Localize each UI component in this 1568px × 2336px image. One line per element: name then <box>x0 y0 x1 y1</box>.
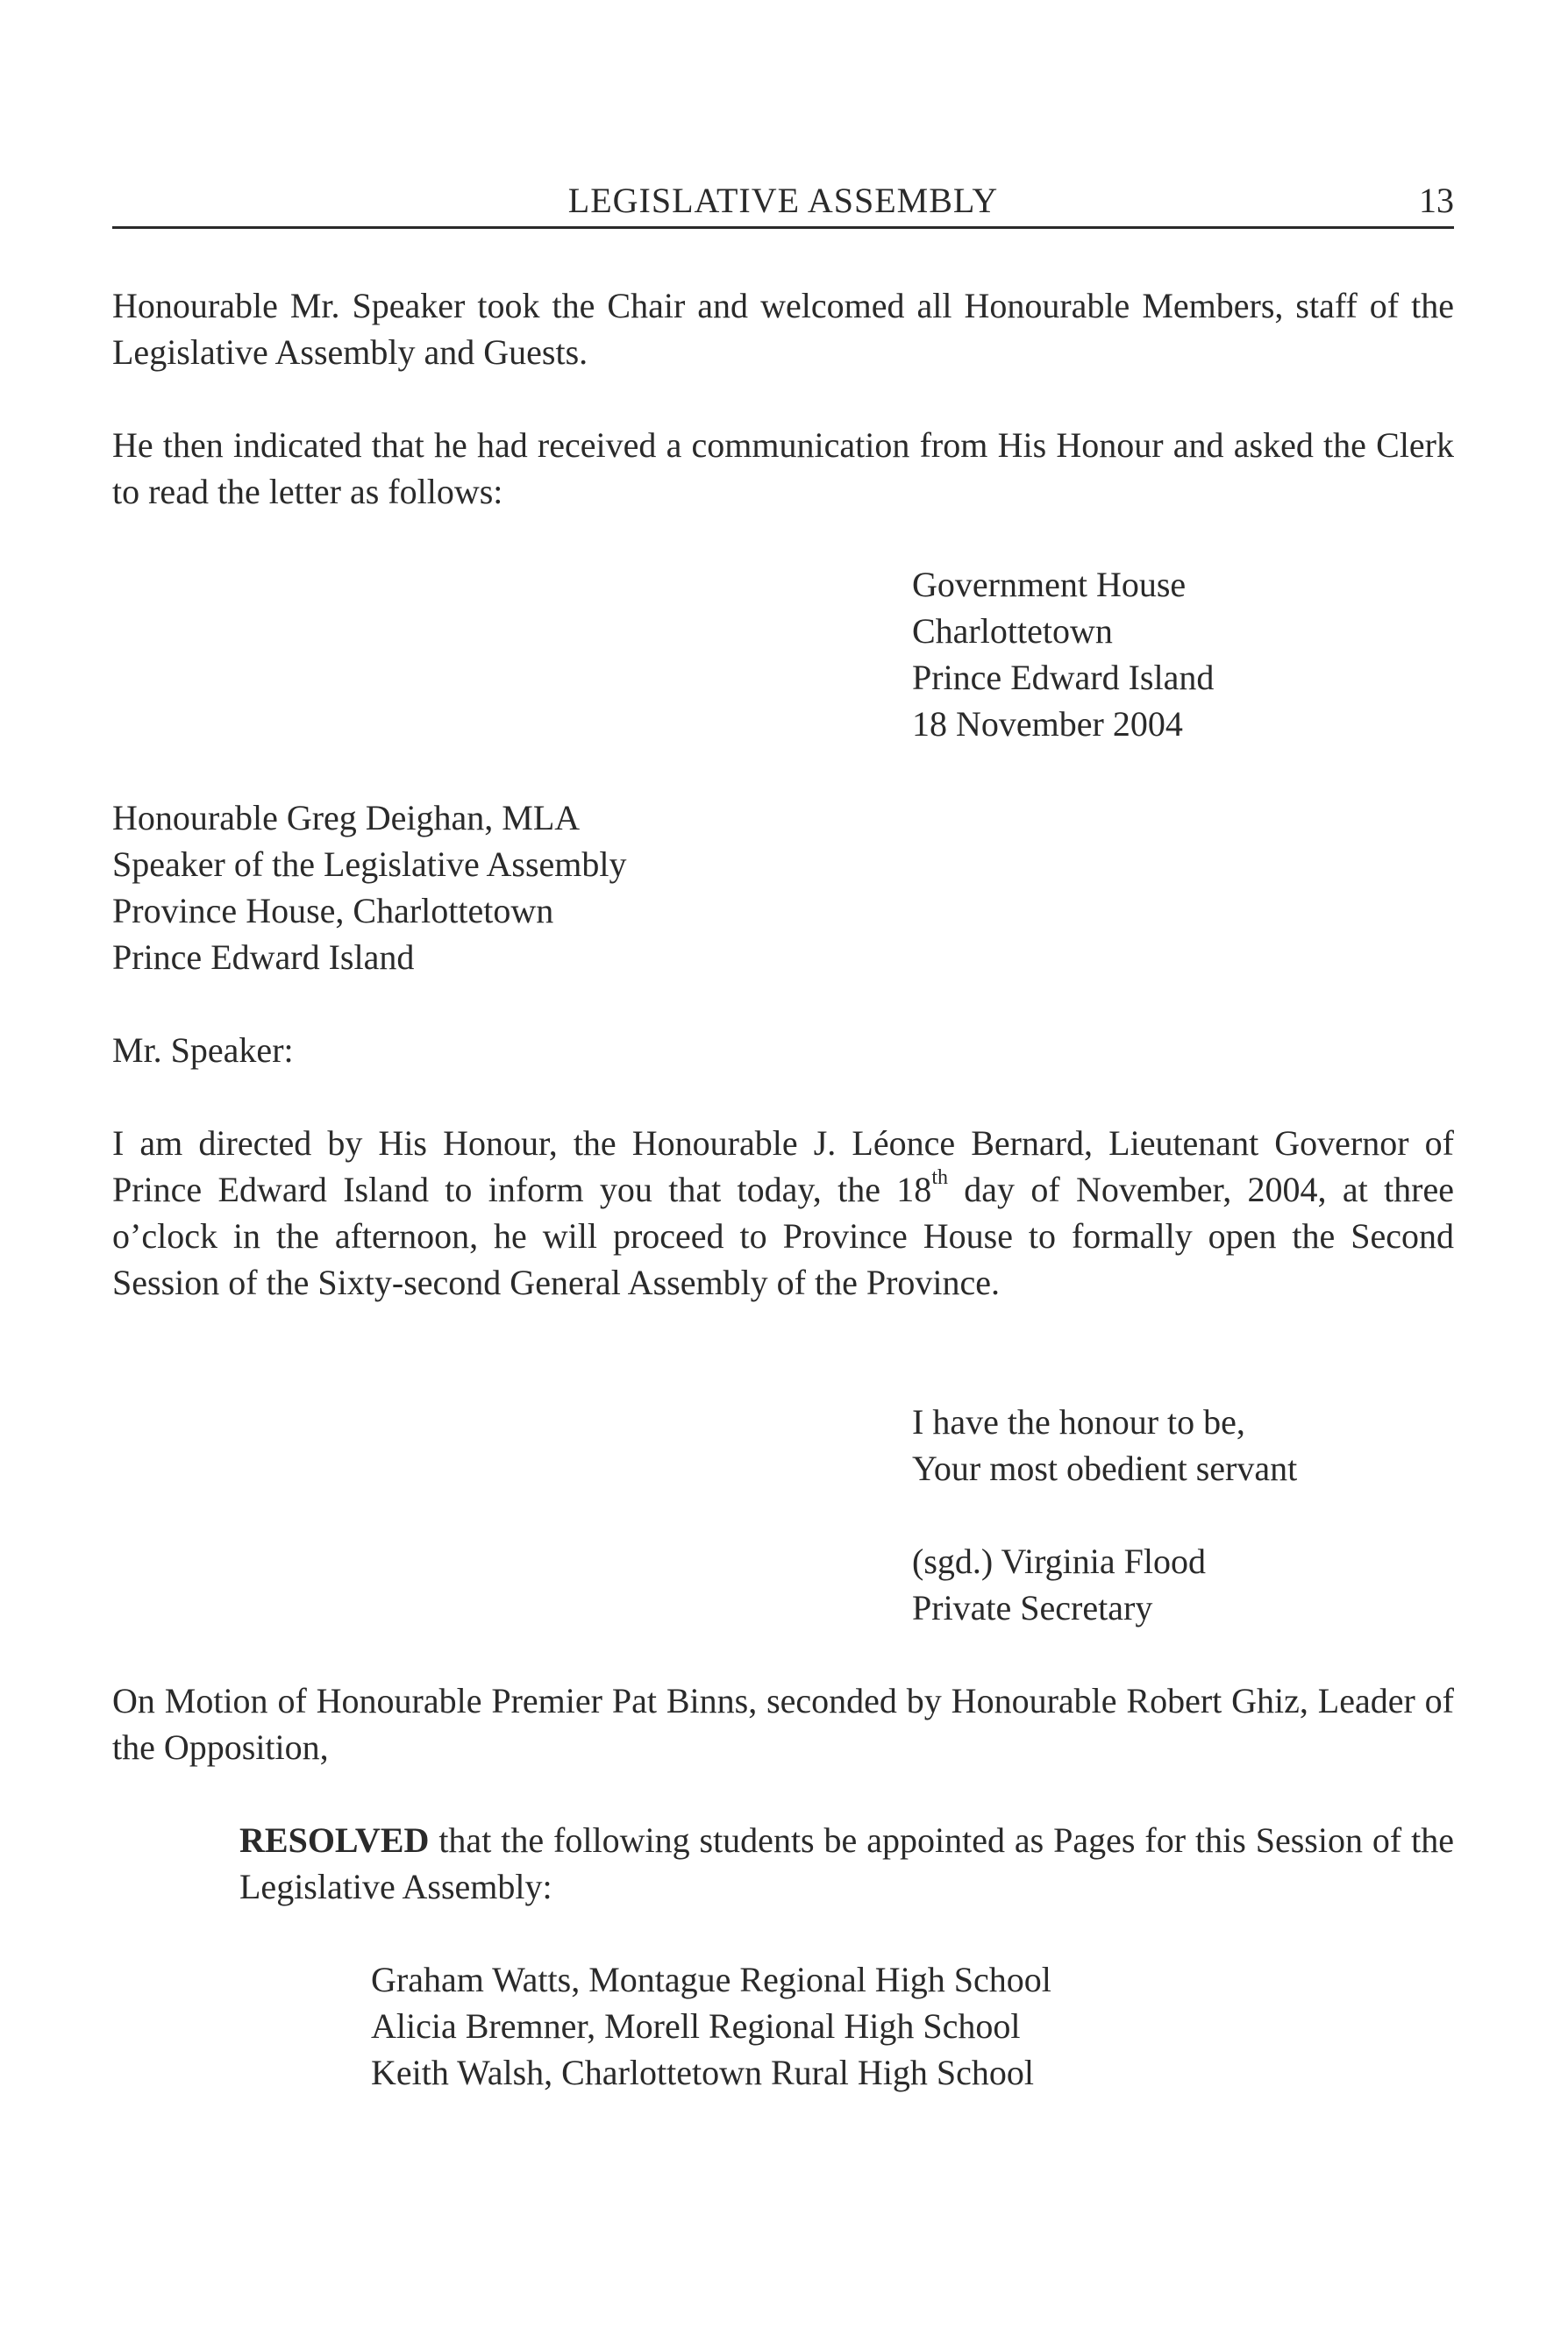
ordinal-suffix: th <box>931 1165 948 1189</box>
sender-address <box>912 561 1473 747</box>
communication-paragraph <box>112 422 1454 515</box>
communication-paragraph-text: He then indicated that he had received a communication from His Honour and asked the Clerk to read the letter as follows: <box>112 425 1454 511</box>
closing-line: I have the honour to be, <box>912 1402 1245 1442</box>
resolved-keyword: RESOLVED <box>239 1820 430 1860</box>
signature-block <box>912 1538 1473 1631</box>
pages-list <box>371 1956 1423 2096</box>
letter-body <box>112 1120 1454 1306</box>
letter-body-text <box>112 1120 1454 1306</box>
letter-body-part2: day of November, 2004, at three o’clock in the afternoon, he will proceed to Province House to formally open the Second Session of the Sixty-second General Assembly of the Province. <box>112 1170 1455 1302</box>
recipient-address-line: Prince Edward Island <box>112 937 415 977</box>
page-number: 13 <box>1419 181 1454 220</box>
letter-body-part1: I am directed by His Honour, the Honourable J. Léonce Bernard, Lieutenant Governor of Prince Edward Island to inform you that today, the 18 <box>112 1123 1454 1209</box>
list-item: Keith Walsh, Charlottetown Rural High School <box>371 2053 1034 2092</box>
sender-address-line: Government House <box>912 565 1187 604</box>
salutation-text: Mr. Speaker: <box>112 1030 294 1070</box>
closing-line: Your most obedient servant <box>912 1449 1298 1488</box>
letter-date: 18 November 2004 <box>912 704 1183 744</box>
list-item: Graham Watts, Montague Regional High School <box>371 1960 1051 1999</box>
page-header <box>112 180 1454 231</box>
motion-paragraph <box>112 1677 1454 1770</box>
resolution-text <box>239 1817 1454 1910</box>
signature-name: (sgd.) Virginia Flood <box>912 1542 1207 1581</box>
recipient-address-line: Honourable Greg Deighan, MLA <box>112 798 581 837</box>
resolution-paragraph <box>239 1817 1454 1910</box>
motion-paragraph-text: On Motion of Honourable Premier Pat Binns, seconded by Honourable Robert Ghiz, Leader of the Opposition, <box>112 1681 1454 1767</box>
list-item: Alicia Bremner, Morell Regional High School <box>371 2006 1021 2046</box>
recipient-address <box>112 794 902 980</box>
letter-closing <box>912 1399 1473 1492</box>
opening-paragraph <box>112 282 1454 375</box>
sender-address-line: Prince Edward Island <box>912 658 1215 697</box>
recipient-address-line: Speaker of the Legislative Assembly <box>112 844 627 884</box>
opening-paragraph-text: Honourable Mr. Speaker took the Chair and welcomed all Honourable Members, staff of the Legislative Assembly and Guests. <box>112 286 1454 372</box>
sender-address-line: Charlottetown <box>912 611 1113 651</box>
recipient-address-line: Province House, Charlottetown <box>112 891 554 930</box>
header-title: LEGISLATIVE ASSEMBLY <box>567 181 999 220</box>
header-rule <box>112 226 1454 229</box>
salutation <box>112 1027 902 1073</box>
resolution-body: that the following students be appointed as Pages for this Session of the Legislative Assembly: <box>239 1820 1454 1906</box>
signature-title: Private Secretary <box>912 1588 1153 1627</box>
